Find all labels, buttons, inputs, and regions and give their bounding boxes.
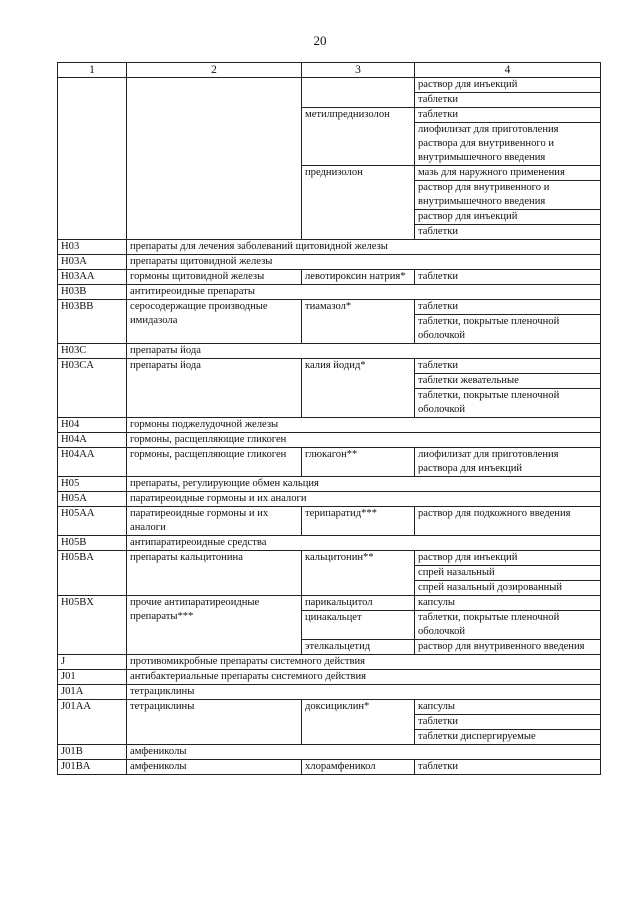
- atc-code-cell: H03BB: [58, 300, 127, 344]
- group-name-cell: препараты йода: [127, 359, 302, 418]
- group-name-cell: гормоны, расщепляющие гликоген: [127, 433, 601, 448]
- table-row: [58, 745, 601, 760]
- group-name-cell: препараты кальцитонина: [127, 551, 302, 596]
- dosage-form-cell: таблетки, покрытые пленочной оболочкой: [415, 315, 601, 344]
- drug-name-cell: кальцитонин**: [302, 551, 415, 596]
- group-name-cell: амфениколы: [127, 745, 601, 760]
- drug-name-cell: глюкагон**: [302, 448, 415, 477]
- atc-code-cell: H05: [58, 477, 127, 492]
- atc-code-cell: [58, 78, 127, 240]
- dosage-form-cell: таблетки диспергируемые: [415, 730, 601, 745]
- atc-code-cell: H03AA: [58, 270, 127, 285]
- table-row: [58, 240, 601, 255]
- table-row: [58, 418, 601, 433]
- atc-code-cell: J: [58, 655, 127, 670]
- group-name-cell: антитиреоидные препараты: [127, 285, 601, 300]
- table-row: [58, 255, 601, 270]
- group-name-cell: паратиреоидные гормоны и их аналоги: [127, 507, 302, 536]
- dosage-form-cell: раствор для подкожного введения: [415, 507, 601, 536]
- dosage-form-cell: таблетки: [415, 760, 601, 775]
- table-row: [58, 507, 601, 536]
- dosage-form-cell: раствор для внутривенного и внутримышечного введения: [415, 181, 601, 210]
- atc-code-cell: H05B: [58, 536, 127, 551]
- group-name-cell: гормоны, расщепляющие гликоген: [127, 448, 302, 477]
- drug-name-cell: преднизолон: [302, 166, 415, 240]
- header-cell-2: 2: [127, 63, 302, 78]
- dosage-form-cell: таблетки жевательные: [415, 374, 601, 389]
- dosage-form-cell: таблетки: [415, 300, 601, 315]
- table-row: [58, 448, 601, 477]
- group-name-cell: препараты для лечения заболеваний щитовидной железы: [127, 240, 601, 255]
- group-name-cell: тетрациклины: [127, 700, 302, 745]
- atc-code-cell: H04A: [58, 433, 127, 448]
- dosage-form-cell: таблетки: [415, 359, 601, 374]
- drug-name-cell: метилпреднизолон: [302, 108, 415, 166]
- table-row: [58, 78, 601, 93]
- drug-name-cell: терипаратид***: [302, 507, 415, 536]
- table-row: [58, 685, 601, 700]
- dosage-form-cell: таблетки, покрытые пленочной оболочкой: [415, 389, 601, 418]
- drug-name-cell: парикальцитол: [302, 596, 415, 611]
- group-name-cell: тетрациклины: [127, 685, 601, 700]
- dosage-form-cell: спрей назальный: [415, 566, 601, 581]
- drug-name-cell: тиамазол*: [302, 300, 415, 344]
- group-name-cell: [127, 78, 302, 240]
- dosage-form-cell: мазь для наружного применения: [415, 166, 601, 181]
- group-name-cell: амфениколы: [127, 760, 302, 775]
- table-row: [58, 596, 601, 611]
- atc-code-cell: H04: [58, 418, 127, 433]
- drug-name-cell: этелкальцетид: [302, 640, 415, 655]
- table-row: [58, 536, 601, 551]
- table-body: [58, 78, 601, 775]
- header-cell-4: 4: [415, 63, 601, 78]
- table-row: [58, 551, 601, 566]
- group-name-cell: гормоны щитовидной железы: [127, 270, 302, 285]
- drug-name-cell: калия йодид*: [302, 359, 415, 418]
- drug-name-cell: хлорамфеникол: [302, 760, 415, 775]
- atc-code-cell: H05A: [58, 492, 127, 507]
- drug-name-cell: доксициклин*: [302, 700, 415, 745]
- dosage-form-cell: таблетки: [415, 108, 601, 123]
- dosage-form-cell: капсулы: [415, 700, 601, 715]
- dosage-form-cell: таблетки: [415, 270, 601, 285]
- dosage-form-cell: таблетки: [415, 93, 601, 108]
- dosage-form-cell: раствор для инъекций: [415, 78, 601, 93]
- atc-code-cell: J01AA: [58, 700, 127, 745]
- header-cell-1: 1: [58, 63, 127, 78]
- table-row: [58, 477, 601, 492]
- atc-code-cell: H03A: [58, 255, 127, 270]
- atc-code-cell: J01B: [58, 745, 127, 760]
- table-row: [58, 359, 601, 374]
- atc-code-cell: H03: [58, 240, 127, 255]
- atc-code-cell: H03B: [58, 285, 127, 300]
- header-row: [58, 63, 601, 78]
- dosage-form-cell: раствор для инъекций: [415, 210, 601, 225]
- group-name-cell: антипаратиреоидные средства: [127, 536, 601, 551]
- page-number: 20: [313, 33, 327, 48]
- atc-code-cell: H03C: [58, 344, 127, 359]
- dosage-form-cell: спрей назальный дозированный: [415, 581, 601, 596]
- dosage-form-cell: раствор для инъекций: [415, 551, 601, 566]
- table-row: [58, 270, 601, 285]
- atc-code-cell: H03CA: [58, 359, 127, 418]
- table-row: [58, 285, 601, 300]
- atc-code-cell: H05BA: [58, 551, 127, 596]
- atc-code-cell: J01A: [58, 685, 127, 700]
- table-row: [58, 300, 601, 315]
- drug-name-cell: цинакальцет: [302, 611, 415, 640]
- atc-code-cell: H04AA: [58, 448, 127, 477]
- atc-code-cell: H05AA: [58, 507, 127, 536]
- drug-name-cell: левотироксин натрия*: [302, 270, 415, 285]
- group-name-cell: серосодержащие производные имидазола: [127, 300, 302, 344]
- group-name-cell: препараты щитовидной железы: [127, 255, 601, 270]
- table-row: [58, 344, 601, 359]
- drug-name-cell: [302, 78, 415, 108]
- group-name-cell: прочие антипаратиреоидные препараты***: [127, 596, 302, 655]
- dosage-form-cell: таблетки, покрытые пленочной оболочкой: [415, 611, 601, 640]
- group-name-cell: паратиреоидные гормоны и их аналоги: [127, 492, 601, 507]
- atc-code-cell: J01BA: [58, 760, 127, 775]
- dosage-form-cell: таблетки: [415, 715, 601, 730]
- dosage-form-cell: раствор для внутривенного введения: [415, 640, 601, 655]
- table-row: [58, 670, 601, 685]
- table-row: [58, 760, 601, 775]
- group-name-cell: антибактериальные препараты системного действия: [127, 670, 601, 685]
- drug-table: [57, 62, 601, 775]
- dosage-form-cell: лиофилизат для приготовления раствора для внутривенного и внутримышечного введения: [415, 123, 601, 166]
- header-cell-3: 3: [302, 63, 415, 78]
- group-name-cell: препараты, регулирующие обмен кальция: [127, 477, 601, 492]
- group-name-cell: препараты йода: [127, 344, 601, 359]
- table-row: [58, 433, 601, 448]
- table-row: [58, 492, 601, 507]
- dosage-form-cell: таблетки: [415, 225, 601, 240]
- table-row: [58, 655, 601, 670]
- group-name-cell: противомикробные препараты системного действия: [127, 655, 601, 670]
- table-row: [58, 700, 601, 715]
- dosage-form-cell: лиофилизат для приготовления раствора для инъекций: [415, 448, 601, 477]
- dosage-form-cell: капсулы: [415, 596, 601, 611]
- atc-code-cell: J01: [58, 670, 127, 685]
- atc-code-cell: H05BX: [58, 596, 127, 655]
- group-name-cell: гормоны поджелудочной железы: [127, 418, 601, 433]
